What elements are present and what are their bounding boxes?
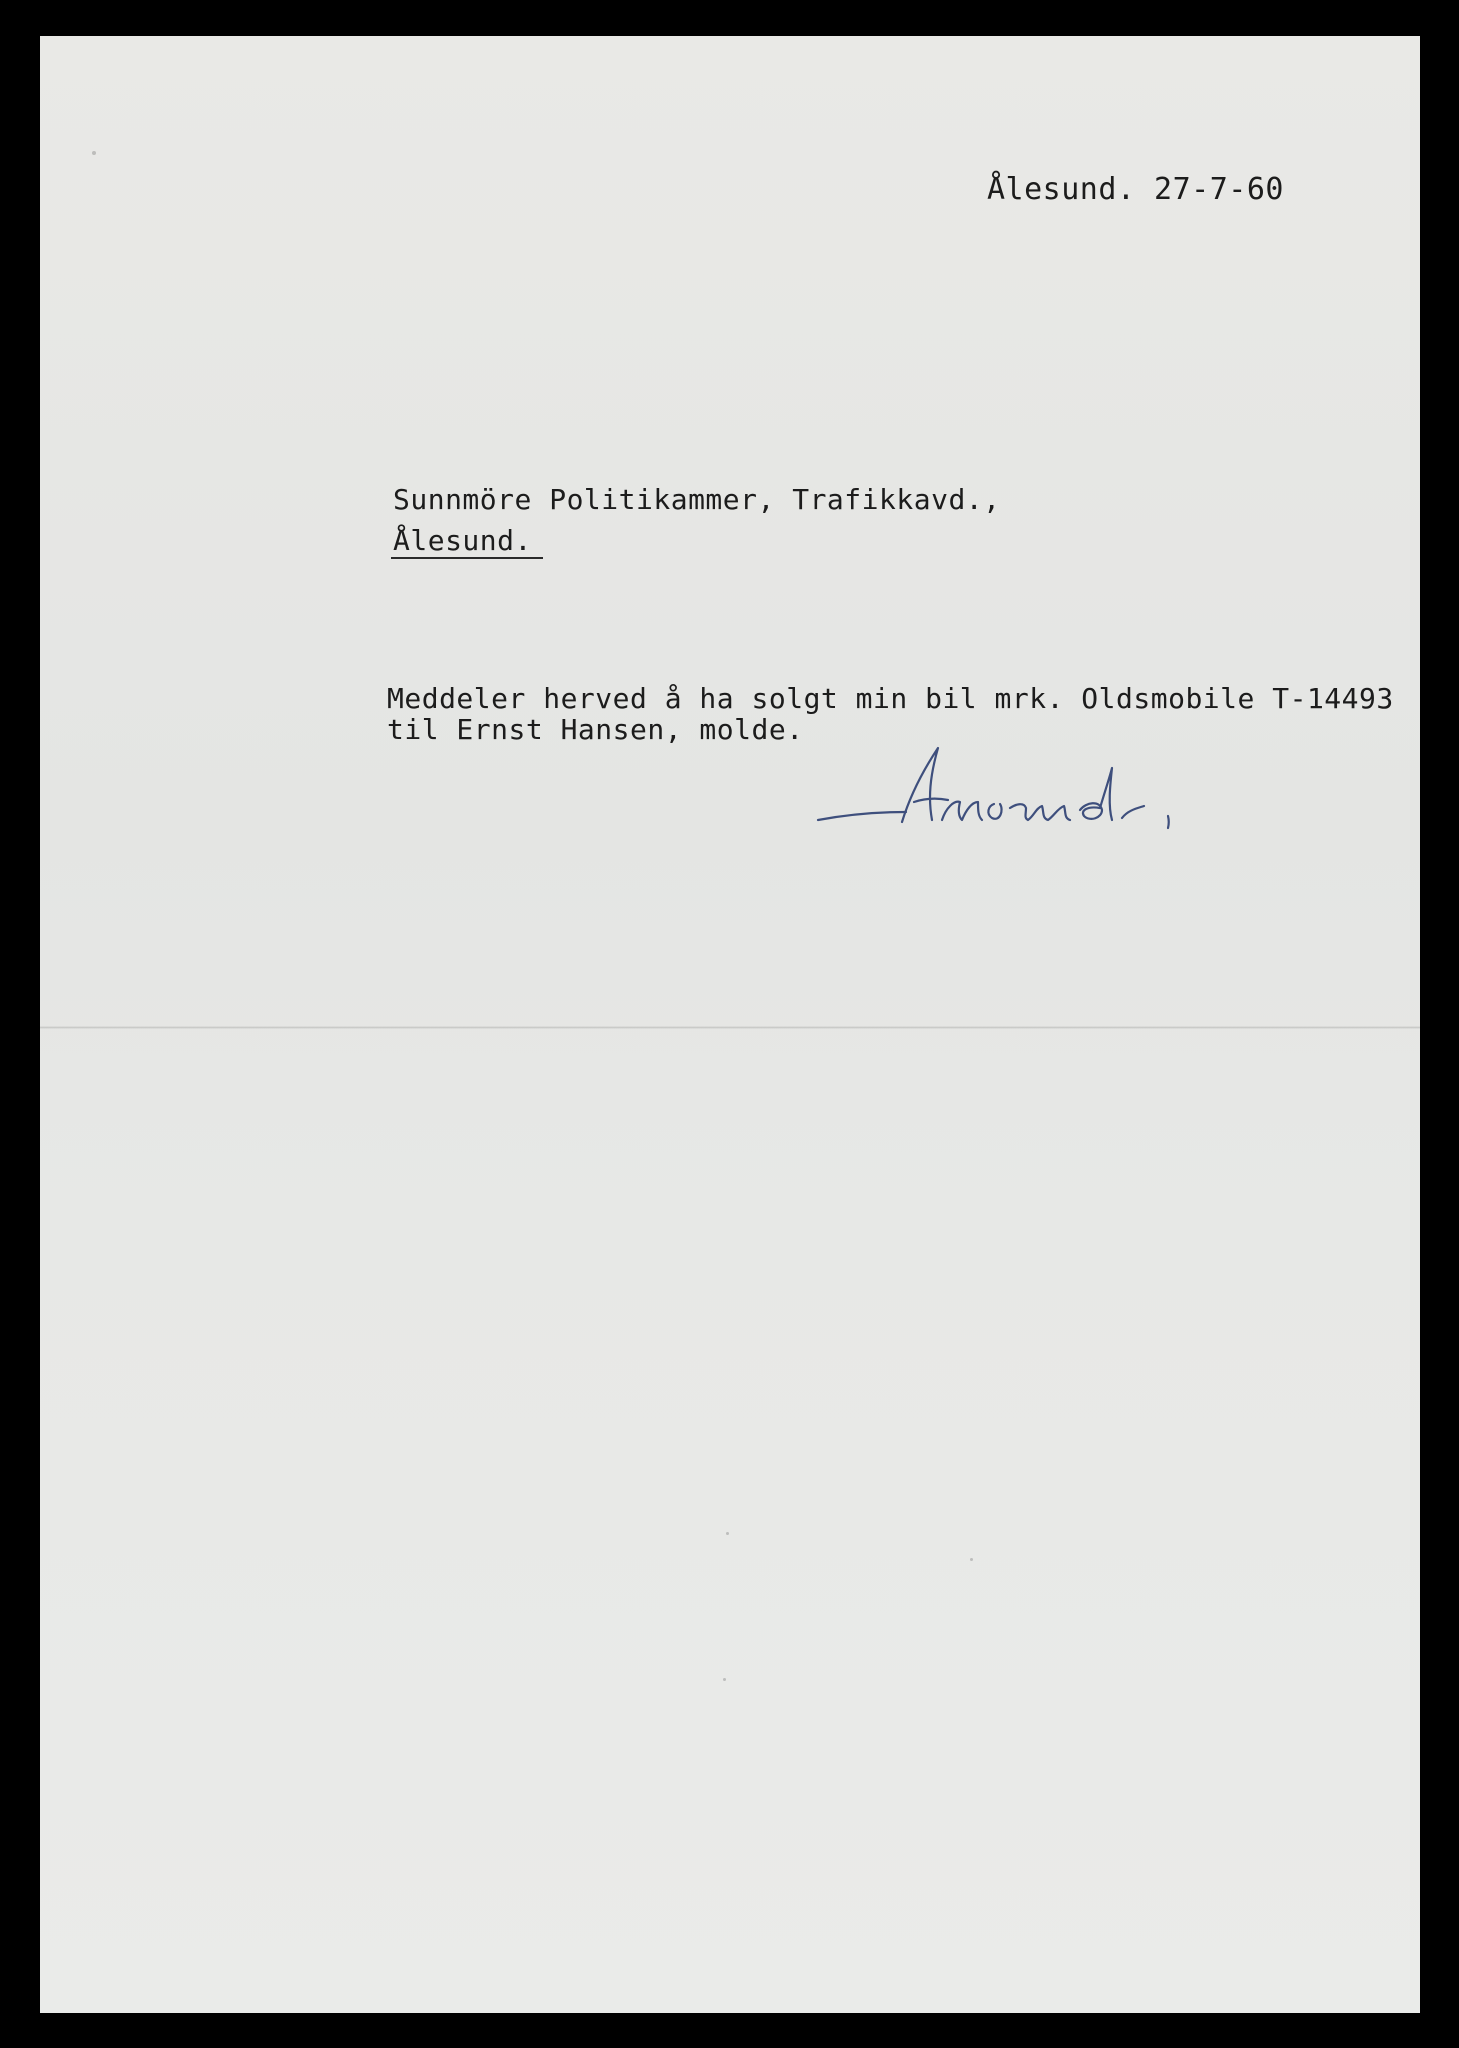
paper-speck xyxy=(92,151,96,155)
recipient-line: Sunnmöre Politikammer, Trafikkavd., xyxy=(393,483,1001,516)
letter-date: Ålesund. 27-7-60 xyxy=(987,172,1284,207)
recipient-city: Ålesund. xyxy=(393,524,532,557)
handwritten-signature xyxy=(810,736,1230,846)
paper-speck xyxy=(723,1678,726,1681)
letter-body-line-2: til Ernst Hansen, molde. xyxy=(387,713,804,746)
paper-speck xyxy=(726,1532,729,1535)
paper-fold-line xyxy=(40,1026,1420,1029)
paper-speck xyxy=(970,1558,973,1561)
letter-paper xyxy=(40,36,1420,2013)
letter-body-line-1: Meddeler herved å ha solgt min bil mrk. Oldsmobile T-14493 xyxy=(387,682,1394,715)
city-underline xyxy=(391,557,543,559)
